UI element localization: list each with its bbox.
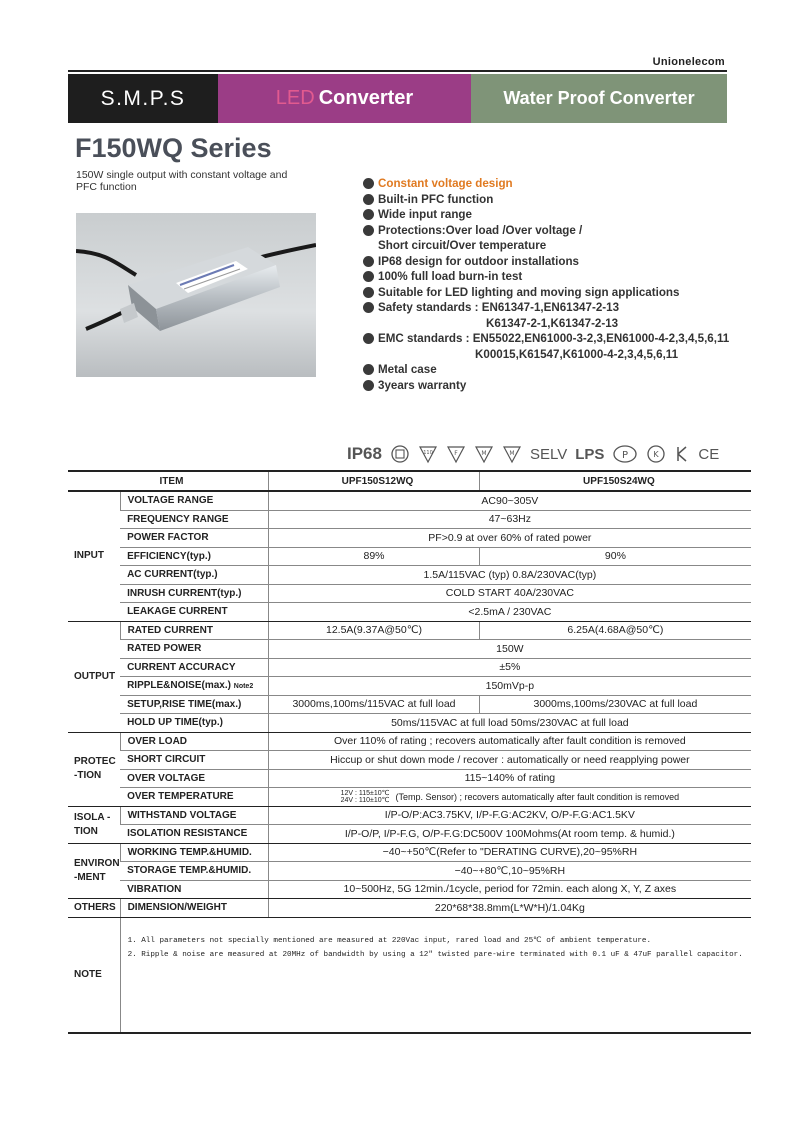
svg-text:K: K — [653, 450, 660, 459]
page-title: F150WQ Series — [75, 133, 272, 163]
svg-text:P: P — [622, 450, 629, 461]
selv-mark: SELV — [529, 445, 568, 463]
row-value-12: 12.5A(9.37A@50℃) — [268, 621, 479, 640]
table-row — [68, 677, 751, 696]
row-value: I/P-O/P, I/P-F.G, O/P-F.G:DC500V 100Mohms(At room temp. & humid.) — [268, 825, 750, 844]
table-header — [68, 471, 751, 491]
feature-item — [362, 331, 729, 347]
indent-spacer — [362, 347, 475, 363]
feature-item — [362, 378, 729, 394]
row-label: HOLD UP TIME(typ.) — [120, 714, 268, 733]
group-environment: ENVIRON -MENT — [68, 843, 120, 899]
note-2: 2. Ripple & noise are measured at 20MHz of bandwidth by using a 12" twisted pare-wire terminated with 0.1 uF & 47uF parallel capacitor. — [127, 950, 743, 959]
table-row — [68, 732, 751, 751]
row-value-12: 89% — [268, 547, 479, 566]
product-image — [76, 213, 316, 377]
row-value: 220*68*38.8mm(L*W*H)/1.04Kg — [268, 899, 750, 918]
row-value: 150mVp-p — [268, 677, 750, 696]
indent-spacer — [362, 316, 486, 332]
table-row — [68, 603, 751, 622]
bullet-icon — [363, 178, 374, 189]
feature-item — [362, 269, 729, 285]
table-row — [68, 621, 751, 640]
row-label: STORAGE TEMP.&HUMID. — [120, 862, 268, 881]
row-value: 10~500Hz, 5G 12min./1cycle, period for 72min. each along X, Y, Z axes — [268, 880, 750, 899]
row-value: 115~140% of rating — [268, 769, 750, 788]
row-value: <2.5mA / 230VAC — [268, 603, 750, 622]
header-model-12: UPF150S12WQ — [268, 471, 479, 491]
tab-water-proof-converter[interactable]: Water Proof Converter — [471, 74, 727, 123]
row-value-12: 3000ms,100ms/115VAC at full load — [268, 695, 479, 714]
row-value: I/P-O/P:AC3.75KV, I/P-F.G:AC2KV, O/P-F.G:AC1.5KV — [268, 806, 750, 825]
product-photo — [76, 213, 316, 377]
m-mark-icon — [474, 444, 494, 464]
feature-text: EMC standards : EN55022,EN61000-3-2,3,EN61000-4-2,3,4,5,6,11 — [378, 332, 730, 345]
series-subtitle: 150W single output with constant voltage and PFC function — [76, 169, 288, 193]
table-row — [68, 640, 751, 659]
feature-item — [362, 300, 729, 316]
notes-block — [120, 917, 751, 1033]
row-value: 47~63Hz — [268, 510, 750, 529]
bullet-icon — [363, 380, 374, 391]
table-row — [68, 695, 751, 714]
note-ref: Note2 — [233, 683, 254, 691]
kcc-icon — [674, 444, 690, 464]
feature-text: 100% full load burn-in test — [378, 270, 523, 283]
bullet-icon — [363, 209, 374, 220]
led-converter-label: Converter — [318, 87, 414, 109]
feature-text: Safety standards : EN61347-1,EN61347-2-13 — [378, 301, 620, 314]
table-row — [68, 510, 751, 529]
row-label: OVER LOAD — [120, 732, 268, 751]
row-value: 1.5A/115VAC (typ) 0.8A/230VAC(typ) — [268, 566, 750, 585]
group-note: NOTE — [68, 917, 120, 1033]
feature-text: Metal case — [378, 363, 437, 376]
row-value: COLD START 40A/230VAC — [268, 584, 750, 603]
feature-item — [362, 347, 729, 363]
row-value: PF>0.9 at over 60% of rated power — [268, 529, 750, 548]
header-item: ITEM — [68, 471, 268, 491]
row-label: EFFICIENCY(typ.) — [120, 547, 268, 566]
row-label: ISOLATION RESISTANCE — [120, 825, 268, 844]
tab-smps[interactable]: S.M.P.S — [68, 74, 218, 123]
row-value-24: 90% — [480, 547, 751, 566]
group-isolation: ISOLA -TION — [68, 806, 120, 843]
table-row — [68, 899, 751, 918]
table-row — [68, 529, 751, 548]
row-label: VOLTAGE RANGE — [120, 491, 268, 510]
feature-text: K00015,K61547,K61000-4-2,3,4,5,6,11 — [475, 347, 679, 361]
certification-marks — [347, 443, 719, 465]
feature-text: K61347-2-1,K61347-2-13 — [486, 316, 619, 330]
row-label: RATED CURRENT — [120, 621, 268, 640]
table-row — [68, 825, 751, 844]
row-label: FREQUENCY RANGE — [120, 510, 268, 529]
bullet-icon — [363, 271, 374, 282]
feature-item — [362, 176, 729, 192]
feature-item — [362, 362, 729, 378]
feature-text: 3years warranty — [378, 378, 467, 392]
row-value: −40~+50℃(Refer to "DERATING CURVE),20~95%RH — [268, 843, 750, 862]
ripple-label: RIPPLE&NOISE(max.) — [127, 680, 231, 692]
feature-text: Built-in PFC function — [378, 192, 494, 206]
table-row — [68, 751, 751, 770]
table-row — [68, 491, 751, 510]
row-value-24: 3000ms,100ms/230VAC at full load — [480, 695, 751, 714]
kc-icon — [646, 444, 666, 464]
row-value: AC90~305V — [268, 491, 750, 510]
table-row — [68, 584, 751, 603]
group-protection: PROTEC -TION — [68, 732, 120, 806]
feature-text: Suitable for LED lighting and moving sign applications — [378, 285, 680, 299]
row-value: Over 110% of rating ; recovers automatically after fault condition is removed — [268, 732, 750, 751]
row-label: INRUSH CURRENT(typ.) — [120, 584, 268, 603]
row-value: −40~+80℃,10~95%RH — [268, 862, 750, 881]
bullet-icon — [363, 287, 374, 298]
indent-spacer — [362, 238, 378, 254]
f-mark-icon — [446, 444, 466, 464]
led-prefix: LED — [275, 87, 315, 109]
svg-text:110: 110 — [423, 450, 433, 456]
row-label: OVER TEMPERATURE — [120, 788, 268, 807]
table-row — [68, 880, 751, 899]
row-label: WORKING TEMP.&HUMID. — [120, 843, 268, 862]
row-value: 50ms/115VAC at full load 50ms/230VAC at full load — [268, 714, 750, 733]
feature-item — [362, 316, 729, 332]
row-label: LEAKAGE CURRENT — [120, 603, 268, 622]
row-label: CURRENT ACCURACY — [120, 658, 268, 677]
temp-thresholds: 12V : 115±10℃ 24V : 110±10℃ — [340, 789, 390, 804]
mm-mark-icon — [502, 444, 522, 464]
row-value: Hiccup or shut down mode / recover : automatically or need reapplying power — [268, 751, 750, 770]
pse-icon — [612, 444, 638, 464]
row-label — [120, 677, 268, 696]
feature-text: Constant voltage design — [378, 177, 513, 190]
group-output: OUTPUT — [68, 621, 120, 732]
feature-item — [362, 223, 729, 239]
category-banner — [68, 74, 727, 123]
header-model-24: UPF150S24WQ — [480, 471, 751, 491]
tab-led-converter[interactable] — [218, 74, 471, 123]
row-label: SETUP,RISE TIME(max.) — [120, 695, 268, 714]
table-row — [68, 769, 751, 788]
table-row — [68, 658, 751, 677]
table-row — [68, 806, 751, 825]
feature-item — [362, 207, 729, 223]
row-value: 150W — [268, 640, 750, 659]
row-label: WITHSTAND VOLTAGE — [120, 806, 268, 825]
feature-text: Short circuit/Over temperature — [378, 239, 547, 252]
row-value-24: 6.25A(4.68A@50℃) — [480, 621, 751, 640]
feature-text: Protections:Over load /Over voltage / — [378, 223, 583, 237]
temperature-rating-icon — [418, 444, 438, 464]
bullet-icon — [363, 302, 374, 313]
svg-text:F: F — [454, 450, 458, 457]
row-label: RATED POWER — [120, 640, 268, 659]
bullet-icon — [363, 364, 374, 375]
enec-icon — [390, 444, 410, 464]
group-others: OTHERS — [68, 899, 120, 918]
temp-note: (Temp. Sensor) ; recovers automatically after fault condition is removed — [395, 791, 680, 802]
bullet-icon — [363, 194, 374, 205]
feature-item — [362, 254, 729, 270]
row-label: AC CURRENT(typ.) — [120, 566, 268, 585]
feature-list — [362, 176, 729, 393]
svg-text:M: M — [509, 450, 515, 457]
row-label: OVER VOLTAGE — [120, 769, 268, 788]
feature-text: Wide input range — [378, 208, 472, 221]
table-row — [68, 788, 751, 807]
ce-mark: CE — [698, 445, 720, 463]
specification-table — [68, 470, 751, 1034]
bullet-icon — [363, 225, 374, 236]
feature-item — [362, 285, 729, 301]
table-row — [68, 917, 751, 1033]
row-value — [268, 788, 750, 807]
top-rule — [68, 70, 727, 72]
svg-text:M: M — [481, 450, 487, 457]
brand-name: Unionelecom — [652, 56, 725, 68]
row-label: SHORT CIRCUIT — [120, 751, 268, 770]
note-1: 1. All parameters not specially mentioned are measured at 220Vac input, rared load and 25℃ of ambient temperature. — [127, 936, 652, 945]
group-input: INPUT — [68, 491, 120, 621]
row-label: DIMENSION/WEIGHT — [120, 899, 268, 918]
bullet-icon — [363, 333, 374, 344]
table-row — [68, 843, 751, 862]
row-label: VIBRATION — [120, 880, 268, 899]
feature-item — [362, 192, 729, 208]
row-label: POWER FACTOR — [120, 529, 268, 548]
row-value: ±5% — [268, 658, 750, 677]
feature-text: IP68 design for outdoor installations — [378, 254, 579, 268]
bullet-icon — [363, 256, 374, 267]
table-row — [68, 566, 751, 585]
feature-item — [362, 238, 729, 254]
lps-mark: LPS — [575, 445, 605, 463]
table-row — [68, 862, 751, 881]
table-row — [68, 714, 751, 733]
table-row — [68, 547, 751, 566]
ip68-mark: IP68 — [347, 444, 382, 463]
